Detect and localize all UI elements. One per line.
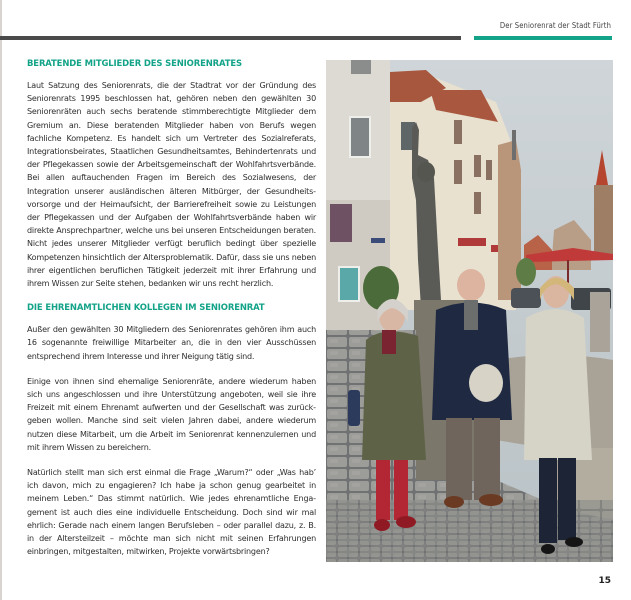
text-column — [27, 58, 316, 571]
paragraph: Außer den gewählten 30 Mitgliedern des Seniorenrates gehören ihm auch 16 sogenannte freiwillige Mitarbeiter an, die in den vier Ausschüssen entsprechend ihrem Interesse und ihrer Neigung tätig sind. — [27, 325, 316, 361]
header-rule-dark — [0, 36, 461, 40]
running-title: Der Seniorenrat der Stadt Fürth — [499, 21, 611, 30]
section-heading-volunteers: DIE EHRENAMTLICHEN KOLLEGEN IM SENIORENRAT — [27, 302, 265, 314]
header-rule-accent — [474, 36, 612, 40]
section-heading-advisory-members: BERATENDE MITGLIEDER DES SENIORENRATES — [27, 58, 242, 69]
photo-illustration — [326, 60, 613, 562]
page-number: 15 — [598, 576, 611, 586]
paragraph: Natürlich stellt man sich erst einmal die Frage „Warum?“ oder „Was hab’ ich davon, mich zu engagieren? Ich habe ja schon genug gearbeitet in meinem Leben.“ Das stimmt natürlich. Wie jedes ehrenamtliche Engagement ist auch dies eine individuelle Entscheidung. Doch sind wir mal ehrlich: Gerade nach einem langen Berufsleben – oder parallel dazu, z. B. in der Altersteilzeit – möchte man sich nicht mit seinen Erfahrungen einbringen, mitgestalten, mitwirken, Projekte vorwärtsbringen? — [27, 468, 316, 557]
paragraph: Einige von ihnen sind ehemalige Seniorenräte, andere wiederum haben sich uns angeschlossen und ihre Unterstützung angeboten, weil sie ihre Freizeit mit einem Ehrenamt aufwerten und der Gesellschaft was zurückgeben wollen. Manche sind seit vielen Jahren dabei, andere wiederum nutzen diese Mitarbeit, um die Arbeit im Seniorenrat kennenzulernen und mit ihrem Wissen zu bereichern. — [27, 376, 316, 452]
group-photo — [326, 60, 613, 562]
paragraph: Laut Satzung des Seniorenrats, die der Stadtrat vor der Gründung des Seniorenrats 1995 beschlossen hat, gehören neben den gewählten 30 Seniorenräten auch sechs beratende stimmberechtigte Mitglieder dem Gremium an. Diese beratenden Mitglieder haben von Berufs wegen fachliche Kompetenz. Es handelt sich um Vertreter des Sozialreferats, Integrationsbeirates, Staatlichen Gesundheitsamtes, Behindertenrats und der Pflegekassen sowie der Arbeitsgemeinschaft der Wohlfahrtsverbände. Bei allen auftauchenden Fragen im Bereich des Sozialwesens, der Integration unserer ausländischen älteren Mitbürger, der Gesundheitsvorsorge und der Heimaufsicht, der Barrierefreiheit sowie zu Leistungen der Pflegekassen und der Aufgaben der Wohlfahrtsverbände haben wir direkte Ansprechpartner, welche uns bei unseren Entscheidungen beraten. Nicht jedes unserer Mitglieder verfügt beruflich bedingt über spezielle Kompetenzen hinsichtlich der Altersproblematik. Dafür, dass sie uns neben ihrer eigentlichen beruflichen Tätigkeit jederzeit mit ihrer Erfahrung und ihrem Wissen zur Seite stehen, bedanken wir uns recht herzlich. — [27, 81, 316, 289]
page-edge — [0, 0, 2, 600]
